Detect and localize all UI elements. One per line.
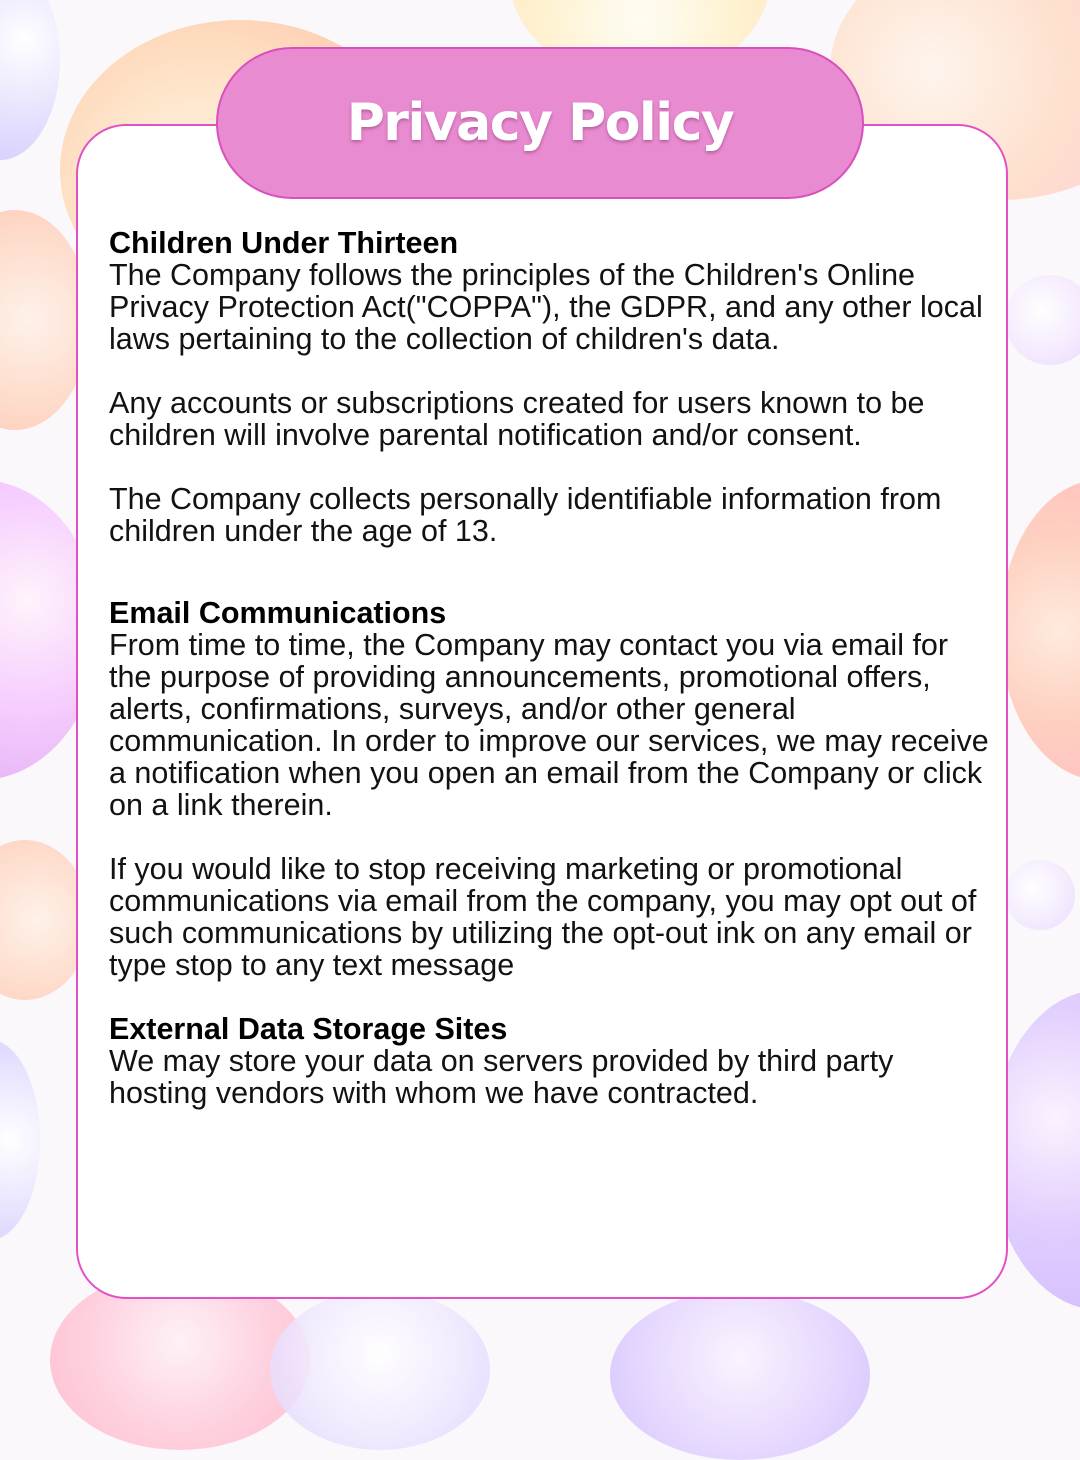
page-title: Privacy Policy [346,93,734,153]
section-paragraph: The Company collects personally identifiable information from children under the age of 13. [109,482,942,548]
section-email-communications [109,597,997,981]
background-bubble [270,1290,490,1450]
background-bubble [1005,275,1080,365]
section-paragraph: Any accounts or subscriptions created for users known to be children will involve parental notification and/or consent. [109,386,925,452]
section-paragraph: The Company follows the principles of the Children's Online Privacy Protection Act("COPPA"), the GDPR, and any other local laws pertaining to the collection of children's data. [109,258,983,356]
section-external-data-storage [109,1013,997,1109]
section-heading: Children Under Thirteen [109,226,459,260]
section-heading: External Data Storage Sites [109,1012,508,1046]
section-paragraph: From time to time, the Company may contact you via email for the purpose of providing announcements, promotional offers, alerts, confirmations, surveys, and/or other general communication. In order to improve our services, we may receive a notification when you open an email from the Company or click on a link therein. [109,628,989,822]
background-bubble [0,0,60,160]
policy-content [109,227,997,1109]
background-bubble [1005,860,1075,930]
title-banner [216,47,864,199]
background-bubble [1000,480,1080,780]
section-paragraph: We may store your data on servers provided by third party hosting vendors with whom we have contracted. [109,1044,894,1110]
section-paragraph: If you would like to stop receiving marketing or promotional communications via email from the company, you may opt out of such communications by utilizing the opt-out ink on any email or type stop to any text message [109,852,977,982]
background-bubble [610,1290,870,1460]
section-heading: Email Communications [109,596,447,630]
section-children-under-thirteen [109,227,997,547]
background-bubble [0,1040,40,1240]
